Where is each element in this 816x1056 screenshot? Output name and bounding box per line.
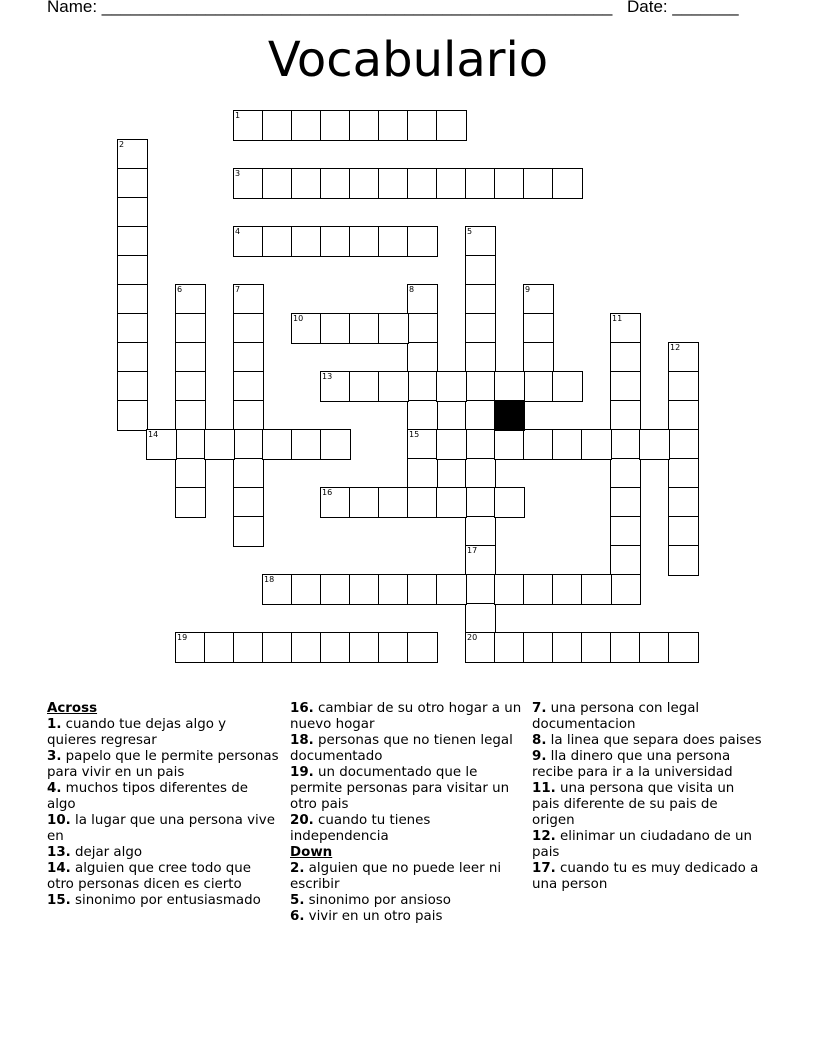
grid-cell[interactable] [175, 342, 206, 373]
grid-cell[interactable] [349, 110, 380, 141]
grid-cell[interactable] [320, 487, 351, 518]
grid-cell[interactable] [378, 487, 409, 518]
clue-item-number: 12. [532, 829, 556, 844]
grid-cell[interactable] [117, 342, 148, 373]
clue-item-number: 13. [47, 845, 71, 860]
clue-item-text: lla dinero que una persona recibe para ir a la universidad [532, 749, 733, 780]
grid-cell[interactable] [610, 487, 641, 518]
grid-cell[interactable] [175, 400, 206, 431]
grid-cell[interactable] [465, 255, 496, 286]
grid-cell[interactable] [117, 197, 148, 228]
clue-item-number: 11. [532, 781, 556, 796]
clue-number: 7 [235, 285, 241, 294]
grid-cell[interactable] [378, 110, 409, 141]
grid-cell[interactable] [407, 574, 438, 605]
grid-cell[interactable] [436, 487, 467, 518]
grid-cell[interactable] [436, 371, 467, 402]
grid-cell[interactable] [117, 371, 148, 402]
clue-number: 8 [409, 285, 415, 294]
grid-cell[interactable] [668, 516, 699, 547]
grid-cell[interactable] [233, 313, 264, 344]
clue-item-number: 16. [290, 701, 314, 716]
grid-cell[interactable] [465, 371, 496, 402]
grid-cell[interactable] [204, 632, 235, 663]
grid-cell[interactable] [523, 371, 554, 402]
clue-item-text: personas que no tienen legal documentado [290, 733, 513, 764]
grid-cell[interactable] [407, 429, 438, 460]
grid-cell[interactable] [407, 342, 438, 373]
grid-cell[interactable] [552, 574, 583, 605]
grid-cell[interactable] [465, 516, 496, 547]
grid-cell[interactable] [610, 574, 641, 605]
clue-item [290, 701, 522, 733]
clue-item [290, 733, 522, 765]
clue-number: 11 [612, 314, 623, 323]
grid-cell[interactable] [291, 226, 322, 257]
grid-cell[interactable] [494, 371, 525, 402]
grid-cell[interactable] [581, 429, 612, 460]
grid-cell[interactable] [349, 313, 380, 344]
grid-cell[interactable] [407, 632, 438, 663]
grid-cell[interactable] [668, 632, 699, 663]
grid-cell[interactable] [494, 168, 525, 199]
grid-cell[interactable] [436, 429, 467, 460]
clue-item [290, 893, 522, 909]
clue-number: 15 [409, 430, 420, 439]
grid-cell[interactable] [465, 342, 496, 373]
clue-item [47, 749, 279, 781]
grid-cell[interactable] [407, 168, 438, 199]
clue-item [47, 813, 279, 845]
grid-cell[interactable] [146, 429, 177, 460]
grid-cell[interactable] [349, 632, 380, 663]
clue-item-number: 10. [47, 813, 71, 828]
clue-item [47, 781, 279, 813]
across-clue-list [47, 717, 279, 909]
grid-cell[interactable] [668, 458, 699, 489]
clue-number: 2 [119, 140, 125, 149]
grid-cell[interactable] [291, 429, 322, 460]
grid-cell[interactable] [175, 632, 206, 663]
clue-item-text: elinimar un ciudadano de un pais [532, 829, 753, 860]
grid-cell[interactable] [378, 168, 409, 199]
date-field[interactable]: Date: _______ [627, 0, 739, 16]
clue-item [47, 861, 279, 893]
grid-cell[interactable] [552, 429, 583, 460]
grid-cell[interactable] [610, 632, 641, 663]
grid-cell[interactable] [233, 226, 264, 257]
grid-cell[interactable] [378, 313, 409, 344]
grid-cell[interactable] [465, 284, 496, 315]
clue-item-text: muchos tipos diferentes de algo [47, 781, 248, 812]
grid-cell[interactable] [262, 226, 293, 257]
grid-cell[interactable] [523, 574, 554, 605]
grid-cell[interactable] [494, 632, 525, 663]
clue-number: 16 [322, 488, 333, 497]
clue-item [47, 893, 279, 909]
clue-item-text: una persona que visita un pais diferente de su pais de origen [532, 781, 735, 828]
grid-cell[interactable] [523, 284, 554, 315]
clue-item-number: 8. [532, 733, 547, 748]
grid-cell[interactable] [291, 632, 322, 663]
grid-cell[interactable] [320, 168, 351, 199]
grid-cell[interactable] [233, 516, 264, 547]
grid-cell[interactable] [117, 400, 148, 431]
grid-cell[interactable] [552, 371, 583, 402]
clue-item-text: la lugar que una persona vive en [47, 813, 275, 844]
clues-column-1 [47, 701, 279, 909]
grid-cell[interactable] [378, 371, 409, 402]
grid-cell[interactable] [465, 313, 496, 344]
grid-cell[interactable] [320, 313, 351, 344]
clue-item-number: 14. [47, 861, 71, 876]
clue-number: 18 [264, 575, 275, 584]
clue-item [47, 845, 279, 861]
clue-item-text: sinonimo por ansioso [304, 893, 451, 908]
grid-cell[interactable] [233, 632, 264, 663]
grid-cell[interactable] [378, 632, 409, 663]
grid-cell[interactable] [639, 632, 670, 663]
grid-cell[interactable] [175, 487, 206, 518]
clue-item-number: 4. [47, 781, 62, 796]
clue-item-number: 1. [47, 717, 62, 732]
grid-cell[interactable] [320, 226, 351, 257]
grid-cell[interactable] [407, 284, 438, 315]
grid-cell[interactable] [552, 632, 583, 663]
grid-cell[interactable] [581, 574, 612, 605]
grid-cell[interactable] [465, 574, 496, 605]
clue-item-text: un documentado que le permite personas para visitar un otro pais [290, 765, 510, 812]
clue-number: 12 [670, 343, 681, 352]
grid-cell[interactable] [407, 226, 438, 257]
clue-item-text: sinonimo por entusiasmado [70, 893, 261, 908]
clue-number: 10 [293, 314, 304, 323]
clues-column-3 [532, 701, 764, 893]
grid-cell[interactable] [117, 226, 148, 257]
down-clue-list [290, 861, 522, 925]
grid-cell[interactable] [465, 487, 496, 518]
clue-item [290, 813, 522, 845]
clue-item-number: 19. [290, 765, 314, 780]
clue-item-text: papelo que le permite personas para vivir en un pais [47, 749, 279, 780]
down-heading: Down [290, 845, 333, 860]
grid-cell[interactable] [233, 168, 264, 199]
grid-cell[interactable] [610, 429, 641, 460]
grid-cell[interactable] [320, 371, 351, 402]
grid-cell[interactable] [668, 487, 699, 518]
clue-item [290, 909, 522, 925]
grid-cell[interactable] [175, 313, 206, 344]
across-clue-list-cont [290, 701, 522, 845]
clue-item-text: alguien que no puede leer ni escribir [290, 861, 502, 892]
clue-item [532, 829, 764, 861]
grid-cell[interactable] [407, 371, 438, 402]
grid-cell[interactable] [436, 574, 467, 605]
grid-cell[interactable] [465, 226, 496, 257]
grid-cell[interactable] [465, 603, 496, 634]
puzzle-title: Vocabulario [267, 32, 549, 88]
grid-cell[interactable] [349, 168, 380, 199]
grid-cell[interactable] [349, 371, 380, 402]
clue-item [532, 701, 764, 733]
grid-cell[interactable] [610, 545, 641, 576]
grid-cell[interactable] [465, 632, 496, 663]
name-field[interactable]: Name: ______________________________________________________ [47, 0, 613, 16]
grid-cell[interactable] [465, 458, 496, 489]
grid-cell[interactable] [494, 487, 525, 518]
clue-item-text: la linea que separa does paises [546, 733, 762, 748]
grid-cell[interactable] [465, 429, 496, 460]
clue-item-number: 7. [532, 701, 547, 716]
clue-item [532, 781, 764, 829]
clue-item-number: 15. [47, 893, 71, 908]
clue-item-number: 5. [290, 893, 305, 908]
grid-cell[interactable] [291, 313, 322, 344]
grid-cell[interactable] [610, 313, 641, 344]
black-cell [494, 400, 525, 431]
clue-number: 1 [235, 111, 241, 120]
grid-cell[interactable] [349, 226, 380, 257]
grid-cell[interactable] [320, 429, 351, 460]
clue-item-number: 3. [47, 749, 62, 764]
clue-number: 9 [525, 285, 531, 294]
clue-number: 4 [235, 227, 241, 236]
grid-cell[interactable] [320, 574, 351, 605]
grid-cell[interactable] [117, 255, 148, 286]
clue-number: 20 [467, 633, 478, 642]
grid-cell[interactable] [175, 284, 206, 315]
clue-item-text: cambiar de su otro hogar a un nuevo hogar [290, 701, 522, 732]
grid-cell[interactable] [262, 429, 293, 460]
grid-cell[interactable] [610, 516, 641, 547]
grid-cell[interactable] [523, 342, 554, 373]
grid-cell[interactable] [610, 342, 641, 373]
grid-cell[interactable] [436, 110, 467, 141]
clue-number: 14 [148, 430, 159, 439]
grid-cell[interactable] [668, 400, 699, 431]
grid-cell[interactable] [262, 632, 293, 663]
grid-cell[interactable] [262, 110, 293, 141]
down-clue-list-cont [532, 701, 764, 893]
grid-cell[interactable] [349, 574, 380, 605]
clue-item-text: alguien que cree todo que otro personas dicen es cierto [47, 861, 252, 892]
clue-item [290, 765, 522, 813]
grid-cell[interactable] [407, 487, 438, 518]
grid-cell[interactable] [465, 545, 496, 576]
grid-cell[interactable] [581, 632, 612, 663]
across-heading: Across [47, 701, 98, 716]
grid-cell[interactable] [175, 371, 206, 402]
clue-item-text: vivir en un otro pais [304, 909, 443, 924]
grid-cell[interactable] [407, 400, 438, 431]
clue-item-number: 2. [290, 861, 305, 876]
clue-item-text: cuando tue dejas algo y quieres regresar [47, 717, 227, 748]
grid-cell[interactable] [117, 168, 148, 199]
grid-cell[interactable] [233, 110, 264, 141]
clue-item [290, 861, 522, 893]
grid-cell[interactable] [668, 429, 699, 460]
grid-cell[interactable] [233, 429, 264, 460]
grid-cell[interactable] [407, 313, 438, 344]
grid-cell[interactable] [233, 458, 264, 489]
clue-item-text: dejar algo [70, 845, 143, 860]
grid-cell[interactable] [523, 429, 554, 460]
grid-cell[interactable] [436, 168, 467, 199]
grid-cell[interactable] [233, 400, 264, 431]
clue-item-text: una persona con legal documentacion [532, 701, 700, 732]
grid-cell[interactable] [117, 139, 148, 170]
clue-number: 6 [177, 285, 183, 294]
grid-cell[interactable] [523, 313, 554, 344]
grid-cell[interactable] [233, 342, 264, 373]
grid-cell[interactable] [204, 429, 235, 460]
grid-cell[interactable] [378, 574, 409, 605]
clues-column-2 [290, 701, 522, 925]
grid-cell[interactable] [465, 168, 496, 199]
grid-cell[interactable] [175, 458, 206, 489]
grid-cell[interactable] [291, 110, 322, 141]
grid-cell[interactable] [552, 168, 583, 199]
grid-cell[interactable] [523, 632, 554, 663]
clue-item [532, 733, 764, 749]
grid-cell[interactable] [262, 574, 293, 605]
grid-cell[interactable] [494, 429, 525, 460]
grid-cell[interactable] [320, 110, 351, 141]
grid-cell[interactable] [233, 371, 264, 402]
clue-item [532, 749, 764, 781]
grid-cell[interactable] [610, 371, 641, 402]
grid-cell[interactable] [233, 487, 264, 518]
grid-cell[interactable] [668, 371, 699, 402]
grid-cell[interactable] [117, 284, 148, 315]
grid-cell[interactable] [465, 400, 496, 431]
grid-cell[interactable] [233, 284, 264, 315]
clue-item [47, 717, 279, 749]
grid-cell[interactable] [291, 574, 322, 605]
grid-cell[interactable] [610, 458, 641, 489]
grid-cell[interactable] [668, 342, 699, 373]
clue-number: 5 [467, 227, 473, 236]
grid-cell[interactable] [378, 226, 409, 257]
grid-cell[interactable] [407, 458, 438, 489]
clue-number: 19 [177, 633, 188, 642]
grid-cell[interactable] [175, 429, 206, 460]
clue-number: 17 [467, 546, 478, 555]
clue-item-number: 20. [290, 813, 314, 828]
clue-item [532, 861, 764, 893]
grid-cell[interactable] [523, 168, 554, 199]
grid-cell[interactable] [407, 110, 438, 141]
clue-item-number: 9. [532, 749, 547, 764]
grid-cell[interactable] [320, 632, 351, 663]
grid-cell[interactable] [668, 545, 699, 576]
clue-item-number: 6. [290, 909, 305, 924]
clue-number: 3 [235, 169, 241, 178]
clue-number: 13 [322, 372, 333, 381]
clue-item-text: cuando tu tienes independencia [290, 813, 431, 844]
clue-item-text: cuando tu es muy dedicado a una person [532, 861, 759, 892]
grid-cell[interactable] [291, 168, 322, 199]
grid-cell[interactable] [494, 574, 525, 605]
grid-cell[interactable] [639, 429, 670, 460]
grid-cell[interactable] [349, 487, 380, 518]
grid-cell[interactable] [262, 168, 293, 199]
grid-cell[interactable] [610, 400, 641, 431]
clue-item-number: 18. [290, 733, 314, 748]
clue-item-number: 17. [532, 861, 556, 876]
grid-cell[interactable] [117, 313, 148, 344]
